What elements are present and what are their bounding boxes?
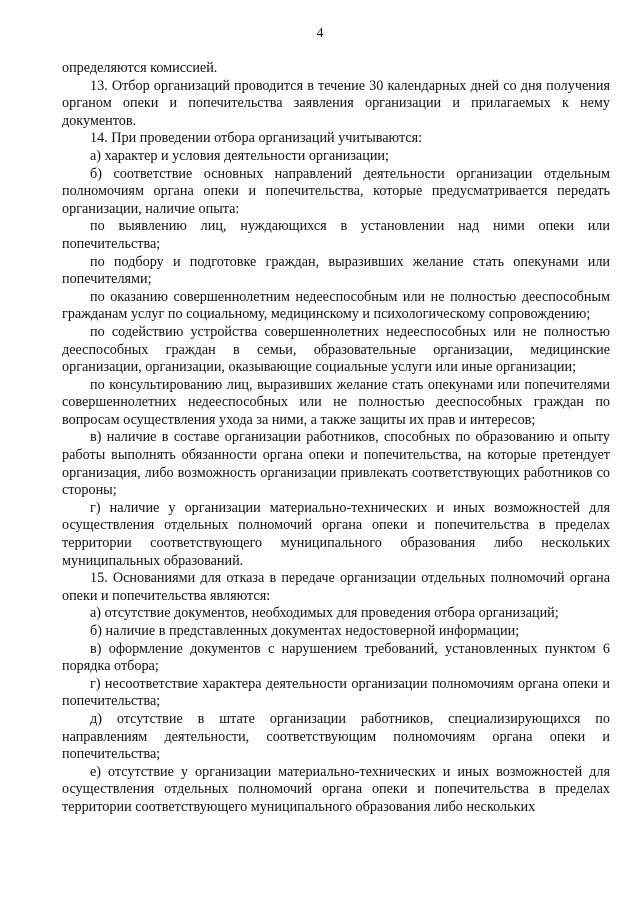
paragraph: в) наличие в составе организации работников, способных по образованию и опыту работы выполнять обязанности органа опеки и попечительства, на которые претендует организация, либо возможность организации привлекать соответствующих работников со стороны; <box>62 429 610 499</box>
paragraph: г) наличие у организации материально-технических и иных возможностей для осуществления отдельных полномочий органа опеки и попечительства в пределах территории соответствующего муниципального образования либо нескольких муниципальных образований. <box>62 499 610 569</box>
paragraph: 13. Отбор организаций проводится в течение 30 календарных дней со дня получения органом опеки и попечительства заявления организации и прилагаемых к нему документов. <box>62 77 610 129</box>
paragraph: по подбору и подготовке граждан, выразивших желание стать опекунами или попечителями; <box>62 253 610 288</box>
paragraph: е) отсутствие у организации материально-технических и иных возможностей для осуществления отдельных полномочий органа опеки и попечительства в пределах территории соответствующего муниципального образования либо нескольких <box>62 763 610 815</box>
paragraph: в) оформление документов с нарушением требований, установленных пунктом 6 порядка отбора; <box>62 640 610 675</box>
paragraph: по консультированию лиц, выразивших желание стать опекунами или попечителями совершеннолетних недееспособных или не полностью дееспособных граждан по вопросам осуществления ухода за ними, а также защиты их прав и интересов; <box>62 376 610 428</box>
page-number: 4 <box>316 26 324 41</box>
paragraph: по оказанию совершеннолетним недееспособным или не полностью дееспособным гражданам услуг по социальному, медицинскому и психологическому сопровождению; <box>62 288 610 323</box>
paragraph: б) наличие в представленных документах недостоверной информации; <box>90 623 520 639</box>
paragraph: г) несоответствие характера деятельности организации полномочиям органа опеки и попечительства; <box>62 675 610 710</box>
paragraph: 15. Основаниями для отказа в передаче организации отдельных полномочий органа опеки и попечительства являются: <box>62 570 610 604</box>
paragraph: д) отсутствие в штате организации работников, специализирующихся по направлениям деятельности, соответствующим полномочиям органа опеки и попечительства; <box>62 710 610 763</box>
paragraph: по содействию устройства совершеннолетних недееспособных или не полностью дееспособных граждан в семьи, образовательные организации, медицинские организации, организации, оказывающие социальные услуги или иные организации; <box>62 323 610 376</box>
paragraph: 14. При проведении отбора организаций учитываются: <box>90 130 423 147</box>
document-body <box>62 60 610 817</box>
paragraph: по выявлению лиц, нуждающихся в установлении над ними опеки или попечительства; <box>62 218 610 252</box>
paragraph: а) отсутствие документов, необходимых для проведения отбора организаций; <box>90 605 559 622</box>
paragraph: а) характер и условия деятельности организации; <box>90 147 389 164</box>
paragraph: определяются комиссией. <box>62 60 218 76</box>
paragraph: б) соответствие основных направлений деятельности организации отдельным полномочиям органа опеки и попечительства, которые предусматривается передать организации, наличие опыта: <box>62 165 610 217</box>
